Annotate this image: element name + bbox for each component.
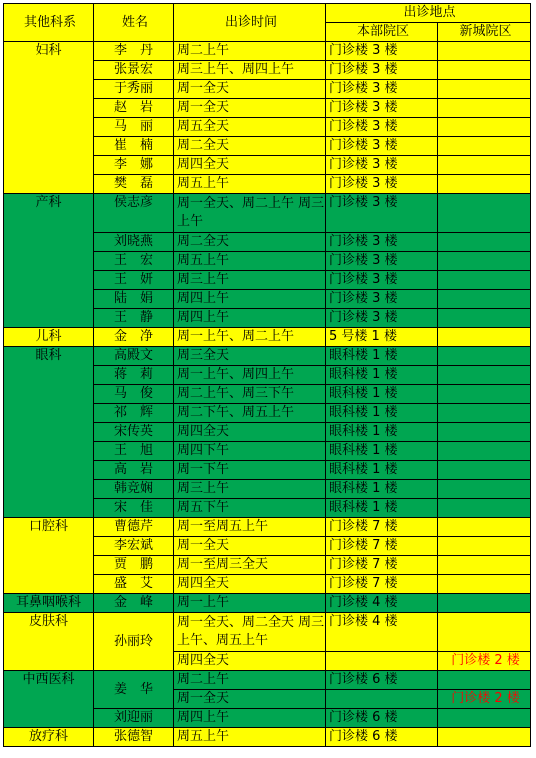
clinic-time: 周三上午: [174, 480, 326, 499]
doctor-name: 曹德芹: [94, 518, 174, 537]
main-campus-location: [326, 690, 438, 709]
table-row: [4, 328, 531, 347]
main-campus-location: 门诊楼 6 楼: [326, 728, 438, 747]
new-campus-location: [438, 728, 531, 747]
main-campus-location: 眼科楼 1 楼: [326, 461, 438, 480]
doctor-name: 李 丹: [94, 42, 174, 61]
clinic-time: 周一全天: [174, 690, 326, 709]
new-campus-location: [438, 594, 531, 613]
main-campus-location: 门诊楼 4 楼: [326, 594, 438, 613]
new-campus-location: [438, 118, 531, 137]
doctor-name: 陆 娟: [94, 290, 174, 309]
clinic-time: 周五全天: [174, 118, 326, 137]
main-campus-location: 眼科楼 1 楼: [326, 442, 438, 461]
doctor-name: 高 岩: [94, 461, 174, 480]
new-campus-location: [438, 271, 531, 290]
main-campus-location: 门诊楼 3 楼: [326, 290, 438, 309]
clinic-time: 周五上午: [174, 175, 326, 194]
doctor-name: 赵 岩: [94, 99, 174, 118]
doctor-name: 李宏斌: [94, 537, 174, 556]
doctor-name: 韩竞娴: [94, 480, 174, 499]
main-campus-location: 门诊楼 3 楼: [326, 233, 438, 252]
main-campus-location: 门诊楼 3 楼: [326, 252, 438, 271]
clinic-time: 周四上午: [174, 290, 326, 309]
schedule-body: [4, 42, 531, 747]
new-campus-location: [438, 309, 531, 328]
header-main-campus: 本部院区: [326, 23, 438, 42]
clinic-time: 周四全天: [174, 652, 326, 671]
header-new-campus: 新城院区: [438, 23, 531, 42]
new-campus-location: [438, 328, 531, 347]
doctor-name: 金 峰: [94, 594, 174, 613]
doctor-name: 王 静: [94, 309, 174, 328]
new-campus-location: [438, 194, 531, 233]
doctor-name: 孙丽玲: [94, 613, 174, 671]
dept-cell: 放疗科: [4, 728, 94, 747]
main-campus-location: 门诊楼 7 楼: [326, 556, 438, 575]
new-campus-location: [438, 233, 531, 252]
doctor-name: 贾 鹏: [94, 556, 174, 575]
table-row: [4, 613, 531, 652]
main-campus-location: 门诊楼 3 楼: [326, 118, 438, 137]
clinic-time: 周四全天: [174, 423, 326, 442]
new-campus-location: [438, 442, 531, 461]
doctor-name: 张德智: [94, 728, 174, 747]
clinic-time: 周四上午: [174, 309, 326, 328]
new-campus-location: [438, 385, 531, 404]
clinic-time: 周一全天、周二上午 周三上午: [174, 194, 326, 233]
main-campus-location: 门诊楼 7 楼: [326, 518, 438, 537]
clinic-time: 周五上午: [174, 252, 326, 271]
table-row: [4, 671, 531, 690]
clinic-time: 周三上午: [174, 271, 326, 290]
new-campus-location: [438, 290, 531, 309]
new-campus-location: 门诊楼 2 楼: [438, 690, 531, 709]
main-campus-location: 门诊楼 6 楼: [326, 671, 438, 690]
main-campus-location: 5 号楼 1 楼: [326, 328, 438, 347]
doctor-name: 樊 磊: [94, 175, 174, 194]
main-campus-location: 门诊楼 3 楼: [326, 99, 438, 118]
clinic-time: 周一上午、周二上午: [174, 328, 326, 347]
clinic-time: 周一下午: [174, 461, 326, 480]
new-campus-location: [438, 252, 531, 271]
new-campus-location: 门诊楼 2 楼: [438, 652, 531, 671]
header-location: 出诊地点: [326, 4, 531, 23]
clinic-time: 周三上午、周四上午: [174, 61, 326, 80]
clinic-time: 周五下午: [174, 499, 326, 518]
clinic-time: 周四全天: [174, 575, 326, 594]
main-campus-location: 眼科楼 1 楼: [326, 347, 438, 366]
new-campus-location: [438, 61, 531, 80]
clinic-time: 周一全天: [174, 99, 326, 118]
main-campus-location: 眼科楼 1 楼: [326, 404, 438, 423]
main-campus-location: 门诊楼 3 楼: [326, 175, 438, 194]
main-campus-location: 门诊楼 6 楼: [326, 709, 438, 728]
clinic-time: 周一全天: [174, 80, 326, 99]
dept-cell: 儿科: [4, 328, 94, 347]
clinic-time: 周一全天: [174, 537, 326, 556]
doctor-name: 崔 楠: [94, 137, 174, 156]
clinic-time: 周一至周五上午: [174, 518, 326, 537]
new-campus-location: [438, 461, 531, 480]
table-row: [4, 42, 531, 61]
new-campus-location: [438, 137, 531, 156]
main-campus-location: 门诊楼 3 楼: [326, 309, 438, 328]
clinic-time: 周二上午、周三下午: [174, 385, 326, 404]
doctor-name: 盛 艾: [94, 575, 174, 594]
new-campus-location: [438, 80, 531, 99]
main-campus-location: 门诊楼 3 楼: [326, 156, 438, 175]
table-row: [4, 728, 531, 747]
dept-cell: 妇科: [4, 42, 94, 194]
doctor-name: 刘晓燕: [94, 233, 174, 252]
main-campus-location: 门诊楼 7 楼: [326, 575, 438, 594]
dept-cell: 产科: [4, 194, 94, 328]
dept-cell: 耳鼻咽喉科: [4, 594, 94, 613]
clinic-time: 周二全天: [174, 137, 326, 156]
new-campus-location: [438, 671, 531, 690]
new-campus-location: [438, 42, 531, 61]
dept-cell: 中西医科: [4, 671, 94, 728]
clinic-time: 周五上午: [174, 728, 326, 747]
main-campus-location: 门诊楼 3 楼: [326, 61, 438, 80]
clinic-time: 周二全天: [174, 233, 326, 252]
main-campus-location: 门诊楼 3 楼: [326, 137, 438, 156]
doctor-name: 蒋 莉: [94, 366, 174, 385]
clinic-time: 周三全天: [174, 347, 326, 366]
clinic-time: 周四下午: [174, 442, 326, 461]
clinic-time: 周二上午: [174, 42, 326, 61]
main-campus-location: 眼科楼 1 楼: [326, 423, 438, 442]
new-campus-location: [438, 480, 531, 499]
doctor-name: 于秀丽: [94, 80, 174, 99]
main-campus-location: 门诊楼 3 楼: [326, 80, 438, 99]
new-campus-location: [438, 499, 531, 518]
clinic-time: 周二上午: [174, 671, 326, 690]
doctor-name: 王 宏: [94, 252, 174, 271]
main-campus-location: 门诊楼 7 楼: [326, 537, 438, 556]
doctor-name: 高殿文: [94, 347, 174, 366]
new-campus-location: [438, 575, 531, 594]
header-name: 姓名: [94, 4, 174, 42]
header-time: 出诊时间: [174, 4, 326, 42]
doctor-name: 宋 佳: [94, 499, 174, 518]
dept-cell: 皮肤科: [4, 613, 94, 671]
doctor-name: 马 丽: [94, 118, 174, 137]
dept-cell: 眼科: [4, 347, 94, 518]
header-dept: 其他科系: [4, 4, 94, 42]
new-campus-location: [438, 709, 531, 728]
main-campus-location: 眼科楼 1 楼: [326, 480, 438, 499]
main-campus-location: 眼科楼 1 楼: [326, 499, 438, 518]
clinic-time: 周一上午: [174, 594, 326, 613]
doctor-name: 侯志彦: [94, 194, 174, 233]
table-row: [4, 518, 531, 537]
dept-cell: 口腔科: [4, 518, 94, 594]
main-campus-location: 眼科楼 1 楼: [326, 385, 438, 404]
new-campus-location: [438, 99, 531, 118]
clinic-time: 周一全天、周二全天 周三上午、周五上午: [174, 613, 326, 652]
new-campus-location: [438, 537, 531, 556]
doctor-name: 祁 辉: [94, 404, 174, 423]
clinic-time: 周一至周三全天: [174, 556, 326, 575]
new-campus-location: [438, 518, 531, 537]
new-campus-location: [438, 556, 531, 575]
doctor-name: 姜 华: [94, 671, 174, 709]
main-campus-location: 门诊楼 3 楼: [326, 194, 438, 233]
main-campus-location: 门诊楼 4 楼: [326, 613, 438, 652]
new-campus-location: [438, 423, 531, 442]
table-row: [4, 594, 531, 613]
new-campus-location: [438, 156, 531, 175]
new-campus-location: [438, 404, 531, 423]
main-campus-location: 眼科楼 1 楼: [326, 366, 438, 385]
doctor-name: 张景宏: [94, 61, 174, 80]
new-campus-location: [438, 175, 531, 194]
doctor-name: 宋传英: [94, 423, 174, 442]
schedule-table: [3, 3, 531, 747]
new-campus-location: [438, 366, 531, 385]
new-campus-location: [438, 613, 531, 652]
doctor-name: 李 娜: [94, 156, 174, 175]
table-row: [4, 194, 531, 233]
main-campus-location: 门诊楼 3 楼: [326, 271, 438, 290]
doctor-name: 王 旭: [94, 442, 174, 461]
main-campus-location: [326, 652, 438, 671]
table-row: [4, 347, 531, 366]
clinic-time: 周四全天: [174, 156, 326, 175]
new-campus-location: [438, 347, 531, 366]
main-campus-location: 门诊楼 3 楼: [326, 42, 438, 61]
clinic-time: 周四上午: [174, 709, 326, 728]
clinic-time: 周二下午、周五上午: [174, 404, 326, 423]
doctor-name: 马 俊: [94, 385, 174, 404]
doctor-name: 王 妍: [94, 271, 174, 290]
doctor-name: 刘迎丽: [94, 709, 174, 728]
doctor-name: 金 净: [94, 328, 174, 347]
clinic-time: 周一上午、周四上午: [174, 366, 326, 385]
